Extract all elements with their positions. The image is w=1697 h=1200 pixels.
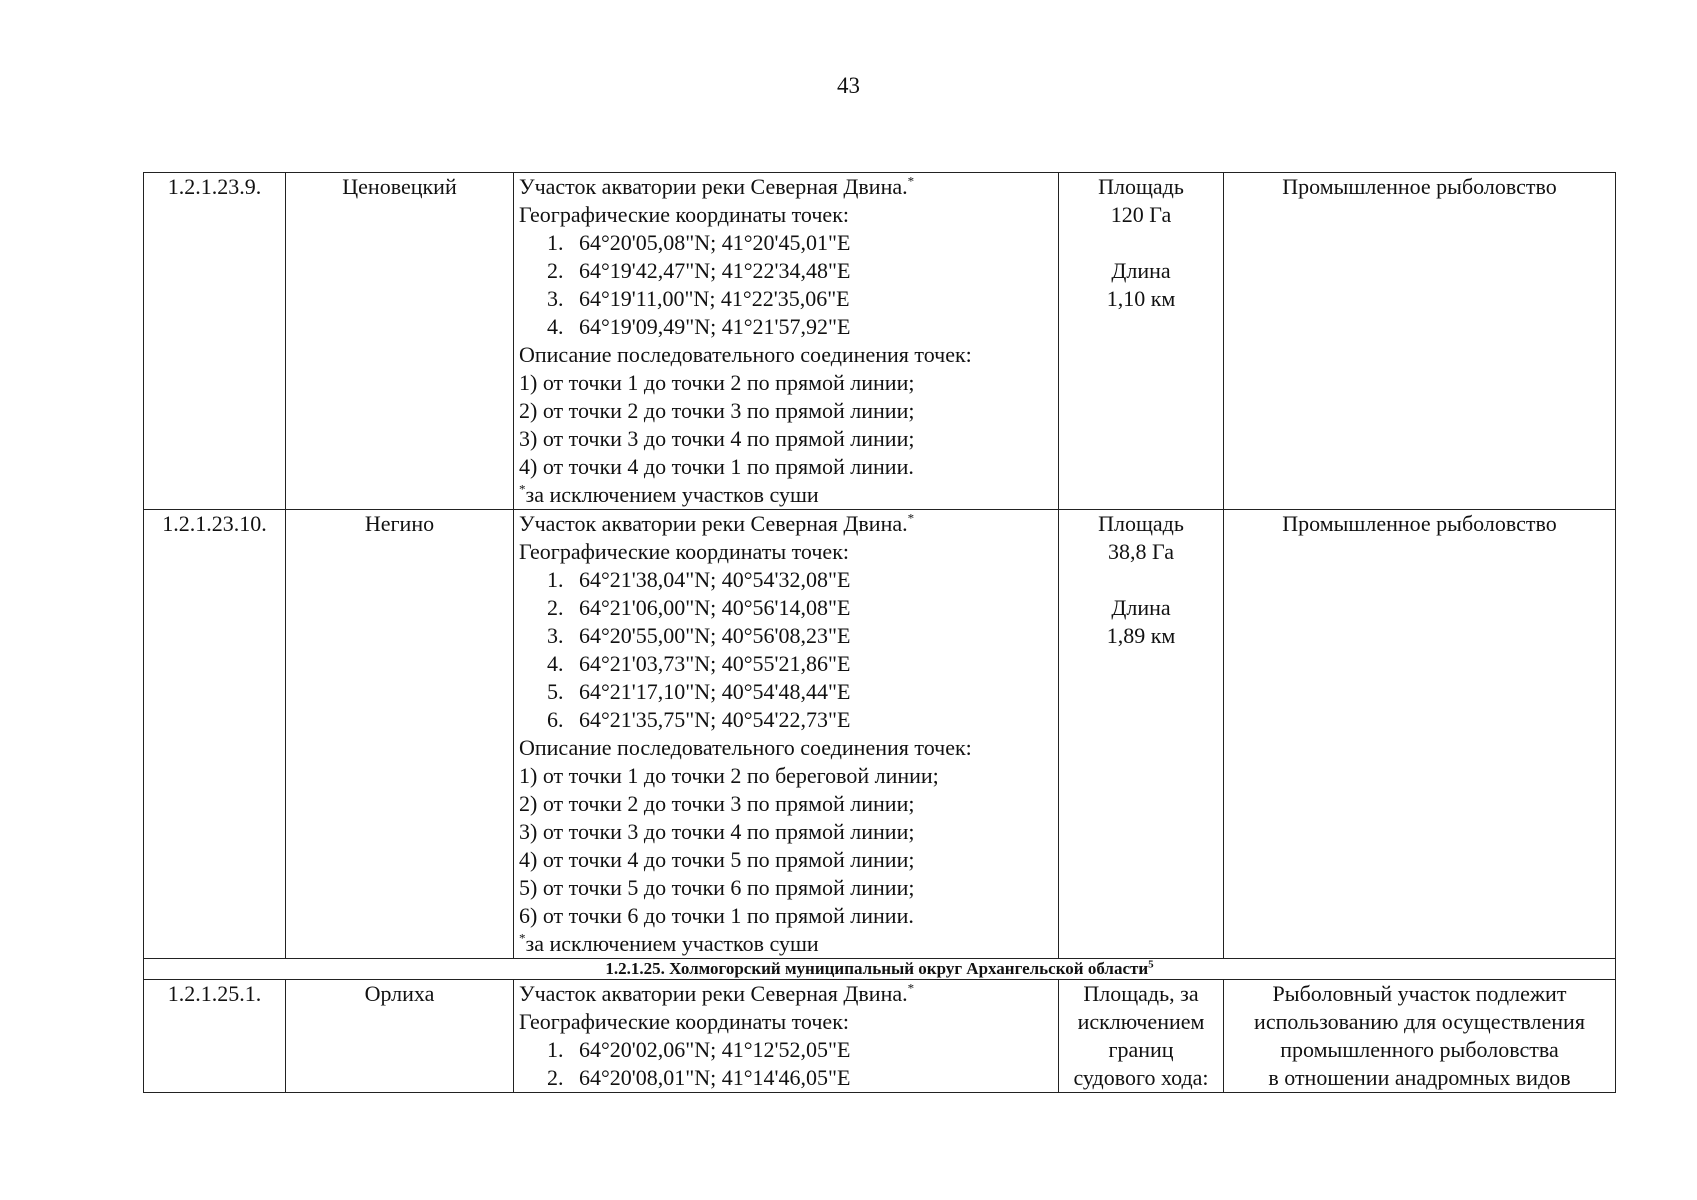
area-label: Площадь xyxy=(1098,511,1184,536)
title-text: Участок акватории реки Северная Двина. xyxy=(519,981,908,1006)
coordinate-value: 64°20'08,01"N; 41°14'46,05"E xyxy=(579,1065,851,1090)
area-label: Площадь xyxy=(1098,174,1184,199)
section-title xyxy=(144,959,1616,980)
description-title xyxy=(519,510,1053,538)
footnote-text: за исключением участков суши xyxy=(525,482,819,507)
coordinate-item xyxy=(519,1064,1053,1092)
spacer xyxy=(1064,229,1218,257)
coordinate-index: 2. xyxy=(547,595,564,620)
coordinate-value: 64°21'38,04"N; 40°54'32,08"E xyxy=(579,567,851,592)
coordinate-value: 64°20'05,08"N; 41°20'45,01"E xyxy=(579,230,851,255)
coordinate-value: 64°19'09,49"N; 41°21'57,92"E xyxy=(579,314,851,339)
coordinate-value: 64°21'17,10"N; 40°54'48,44"E xyxy=(579,679,851,704)
coordinate-value: 64°20'02,06"N; 41°12'52,05"E xyxy=(579,1037,851,1062)
coordinate-index: 2. xyxy=(547,1065,564,1090)
length-label: Длина xyxy=(1111,595,1171,620)
metric-line: исключением xyxy=(1077,1009,1205,1034)
footnote-mark: * xyxy=(519,481,526,497)
coordinate-value: 64°21'35,75"N; 40°54'22,73"E xyxy=(579,707,851,732)
footnote xyxy=(519,930,1053,958)
row-number: 1.2.1.23.10. xyxy=(144,510,286,959)
footnote-mark: * xyxy=(907,510,915,526)
site-name: Орлиха xyxy=(286,980,514,1093)
coordinate-value: 64°21'06,00"N; 40°56'14,08"E xyxy=(579,595,851,620)
footnote-mark: * xyxy=(519,930,526,946)
coordinate-index: 3. xyxy=(547,623,564,648)
coordinate-item xyxy=(519,706,1053,734)
connection-item: 3) от точки 3 до точки 4 по прямой линии; xyxy=(519,819,915,844)
coordinate-value: 64°21'03,73"N; 40°55'21,86"E xyxy=(579,651,851,676)
purpose-line: использованию для осуществления xyxy=(1254,1009,1585,1034)
connection-item: 2) от точки 2 до точки 3 по прямой линии; xyxy=(519,398,915,423)
area-length-cell xyxy=(1059,510,1224,959)
connection-item: 4) от точки 4 до точки 5 по прямой линии; xyxy=(519,847,915,872)
purpose-line: Рыболовный участок подлежит xyxy=(1272,981,1567,1006)
area-value: 38,8 Га xyxy=(1108,539,1174,564)
coordinate-item xyxy=(519,566,1053,594)
coordinate-item xyxy=(519,285,1053,313)
connection-item: 3) от точки 3 до точки 4 по прямой линии; xyxy=(519,426,915,451)
footnote-text: за исключением участков суши xyxy=(525,931,819,956)
coordinate-item xyxy=(519,622,1053,650)
fishing-areas-table xyxy=(143,172,1616,1093)
section-title-text: 1.2.1.25. Холмогорский муниципальный округ Архангельской области xyxy=(605,959,1149,978)
connection-heading: Описание последовательного соединения точек: xyxy=(519,342,972,367)
coords-heading: Географические координаты точек: xyxy=(519,539,849,564)
footnote-mark: * xyxy=(907,980,915,996)
site-description xyxy=(514,980,1059,1093)
footnote-mark: 5 xyxy=(1148,958,1154,971)
coordinate-item xyxy=(519,229,1053,257)
title-text: Участок акватории реки Северная Двина. xyxy=(519,511,908,536)
footnote xyxy=(519,481,1053,509)
connection-item: 1) от точки 1 до точки 2 по прямой линии; xyxy=(519,370,915,395)
area-value: 120 Га xyxy=(1110,202,1172,227)
title-text: Участок акватории реки Северная Двина. xyxy=(519,174,908,199)
site-name: Ценовецкий xyxy=(286,173,514,510)
connection-item: 5) от точки 5 до точки 6 по прямой линии; xyxy=(519,875,915,900)
coords-heading: Географические координаты точек: xyxy=(519,202,849,227)
site-description xyxy=(514,173,1059,510)
coordinate-index: 4. xyxy=(547,651,564,676)
coordinate-item xyxy=(519,594,1053,622)
coordinate-item xyxy=(519,313,1053,341)
table-row xyxy=(144,173,1616,510)
coordinate-value: 64°20'55,00"N; 40°56'08,23"E xyxy=(579,623,851,648)
row-number: 1.2.1.23.9. xyxy=(144,173,286,510)
connection-item: 2) от точки 2 до точки 3 по прямой линии; xyxy=(519,791,915,816)
coordinate-index: 6. xyxy=(547,707,564,732)
site-name: Негино xyxy=(286,510,514,959)
coordinate-index: 1. xyxy=(547,1037,564,1062)
metric-line: судового хода: xyxy=(1073,1065,1209,1090)
spacer xyxy=(1064,566,1218,594)
length-value: 1,89 км xyxy=(1106,623,1176,648)
footnote-mark: * xyxy=(907,173,915,189)
metric-line: границ xyxy=(1108,1037,1174,1062)
site-description xyxy=(514,510,1059,959)
table-row xyxy=(144,980,1616,1093)
connection-item: 1) от точки 1 до точки 2 по береговой линии; xyxy=(519,763,939,788)
purpose-line: промышленного рыболовства xyxy=(1280,1037,1559,1062)
metric-line: Площадь, за xyxy=(1083,981,1199,1006)
page-number: 43 xyxy=(837,73,860,98)
length-value: 1,10 км xyxy=(1106,286,1176,311)
coords-heading: Географические координаты точек: xyxy=(519,1009,849,1034)
coordinate-value: 64°19'11,00"N; 41°22'35,06"E xyxy=(579,286,850,311)
purpose-line: в отношении анадромных видов xyxy=(1268,1065,1571,1090)
coordinate-item xyxy=(519,650,1053,678)
purpose-cell xyxy=(1224,980,1616,1093)
area-length-cell xyxy=(1059,980,1224,1093)
section-header-row xyxy=(144,959,1616,980)
coordinate-index: 1. xyxy=(547,567,564,592)
connection-item: 4) от точки 4 до точки 1 по прямой линии. xyxy=(519,454,914,479)
coordinate-item xyxy=(519,678,1053,706)
coordinate-item xyxy=(519,257,1053,285)
coordinate-index: 2. xyxy=(547,258,564,283)
length-label: Длина xyxy=(1111,258,1171,283)
description-title xyxy=(519,980,1053,1008)
coordinate-value: 64°19'42,47"N; 41°22'34,48"E xyxy=(579,258,851,283)
coordinate-index: 3. xyxy=(547,286,564,311)
description-title xyxy=(519,173,1053,201)
coordinate-index: 4. xyxy=(547,314,564,339)
coordinate-index: 1. xyxy=(547,230,564,255)
row-number: 1.2.1.25.1. xyxy=(144,980,286,1093)
connection-item: 6) от точки 6 до точки 1 по прямой линии. xyxy=(519,903,914,928)
coordinate-item xyxy=(519,1036,1053,1064)
purpose-cell: Промышленное рыболовство xyxy=(1224,173,1616,510)
connection-heading: Описание последовательного соединения точек: xyxy=(519,735,972,760)
area-length-cell xyxy=(1059,173,1224,510)
table-row xyxy=(144,510,1616,959)
coordinate-index: 5. xyxy=(547,679,564,704)
purpose-cell: Промышленное рыболовство xyxy=(1224,510,1616,959)
